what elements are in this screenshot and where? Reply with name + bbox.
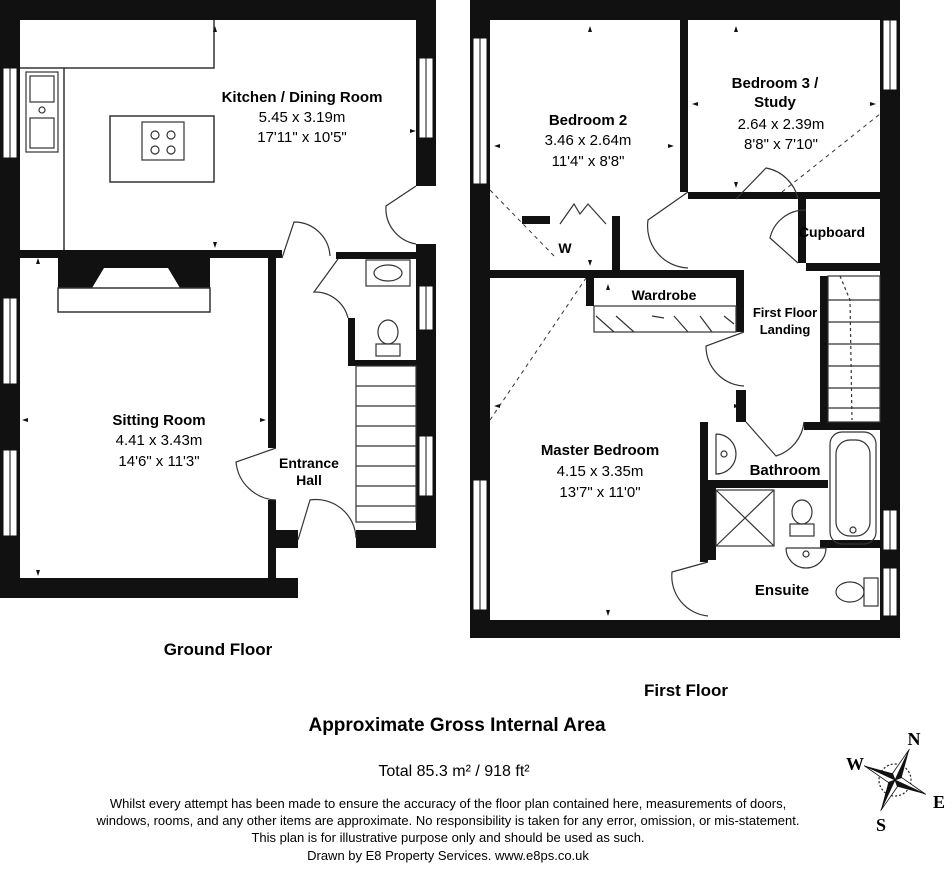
gf-wall-wc-top	[336, 252, 416, 259]
first-floor-label: First Floor	[643, 681, 729, 700]
compass-rose-icon	[850, 735, 940, 825]
compass-w: W	[846, 754, 864, 774]
bedroom3-name-1: Bedroom 3 /	[731, 75, 819, 92]
disclaimer-line-1: Whilst every attempt has been made to ensure the accuracy of the floor plan contained here, measurements of doors,	[109, 796, 787, 811]
kitchen-metric: 5.45 x 3.19m	[258, 109, 346, 126]
ensuite-toilet-icon	[790, 500, 814, 536]
master-name: Master Bedroom	[540, 442, 660, 459]
wardrobe-label: Wardrobe	[631, 287, 697, 303]
ff-wall-w-cupboard	[612, 216, 620, 270]
gf-staircase	[356, 366, 416, 522]
ff-wall-b3-bottom	[688, 192, 880, 199]
bedroom3-name-2: Study	[754, 94, 796, 111]
ff-wall-wardrobe-right	[736, 270, 744, 332]
ff-staircase	[828, 276, 880, 422]
ff-wall-bath-left	[700, 422, 708, 562]
ff-wall-w-top	[522, 216, 550, 224]
bedroom2-metric: 3.46 x 2.64m	[544, 132, 632, 149]
w-label: W	[558, 240, 572, 256]
hob-icon	[142, 122, 184, 160]
ff-wall-cupboard-bottom	[806, 263, 880, 271]
bedroom2-name: Bedroom 2	[548, 112, 628, 129]
ff-wall-ensuite-left	[708, 480, 716, 560]
wc-basin-icon	[366, 260, 410, 286]
shower-tray-icon	[716, 490, 774, 546]
entrance-label-2: Hall	[296, 472, 322, 488]
sitting-name: Sitting Room	[112, 412, 206, 429]
wc-toilet-icon	[376, 320, 400, 356]
ensuite-basin-icon	[786, 548, 826, 568]
master-metric: 4.15 x 3.35m	[556, 463, 644, 480]
ground-floor-label: Ground Floor	[163, 640, 273, 659]
disclaimer-line-4: Drawn by E8 Property Services. www.e8ps.co.uk	[307, 848, 589, 863]
compass-s: S	[875, 815, 887, 835]
fireplace-icon	[58, 258, 210, 312]
area-title: Approximate Gross Internal Area	[308, 715, 606, 736]
ensuite-label: Ensuite	[754, 582, 810, 599]
gf-wall-sitting-right	[268, 258, 276, 448]
cupboard-label: Cupboard	[798, 224, 866, 240]
kitchen-imperial: 17'11" x 10'5"	[257, 129, 347, 146]
ff-wall-wardrobe-left	[586, 278, 594, 306]
ff-wall-bath-top	[804, 422, 880, 430]
ff-wall-b2-bottom-2	[586, 270, 744, 278]
gf-wall-top	[0, 0, 436, 20]
compass-e: E	[932, 792, 946, 812]
bedroom3-imperial: 8'8" x 7'10"	[744, 136, 818, 153]
bathroom-basin-icon	[716, 434, 736, 474]
ff-wall-ensuite-top	[708, 480, 828, 488]
compass-n: N	[907, 729, 921, 749]
gf-wall-kitchen-sitting	[20, 250, 282, 258]
ff-wall-landing-stairs	[820, 276, 828, 422]
gf-wall-hall-bottom	[356, 530, 436, 548]
landing-label-2: Landing	[759, 322, 811, 337]
kitchen-sink-icon	[26, 72, 58, 152]
sitting-metric: 4.41 x 3.43m	[115, 432, 203, 449]
ff-wall-top	[470, 0, 900, 20]
bedroom2-imperial: 11'4" x 8'8"	[551, 153, 625, 170]
disclaimer-line-2: windows, rooms, and any other items are approximate. No responsibility is taken for any error, omission, or mis-statement.	[96, 813, 800, 828]
disclaimer-line-3: This plan is for illustrative purpose only and should be used as such.	[251, 830, 645, 845]
bedroom3-metric: 2.64 x 2.39m	[737, 116, 825, 133]
gf-wall-wc-bottom	[348, 360, 416, 366]
gf-wall-hall-left-stub	[274, 530, 298, 548]
master-imperial: 13'7" x 11'0"	[559, 484, 641, 501]
gf-wall-wc-left	[348, 318, 355, 366]
first-floor-plan	[470, 0, 900, 638]
area-total: Total 85.3 m² / 918 ft²	[378, 763, 530, 780]
sitting-imperial: 14'6" x 11'3"	[118, 453, 200, 470]
ff-doors	[648, 168, 806, 616]
gf-wall-bottom	[0, 578, 298, 598]
ensuite-wc-icon	[836, 578, 878, 606]
ff-wall-b2-b3	[680, 20, 688, 192]
bath-tub-icon	[830, 432, 876, 544]
ff-wall-bottom	[470, 620, 900, 638]
bathroom-label: Bathroom	[749, 462, 821, 479]
entrance-label-1: Entrance	[279, 455, 339, 471]
gf-wall-sitting-right-lower	[268, 500, 276, 598]
landing-label-1: First Floor	[752, 305, 818, 320]
kitchen-name: Kitchen / Dining Room	[221, 89, 383, 106]
kitchen-island	[110, 116, 214, 182]
